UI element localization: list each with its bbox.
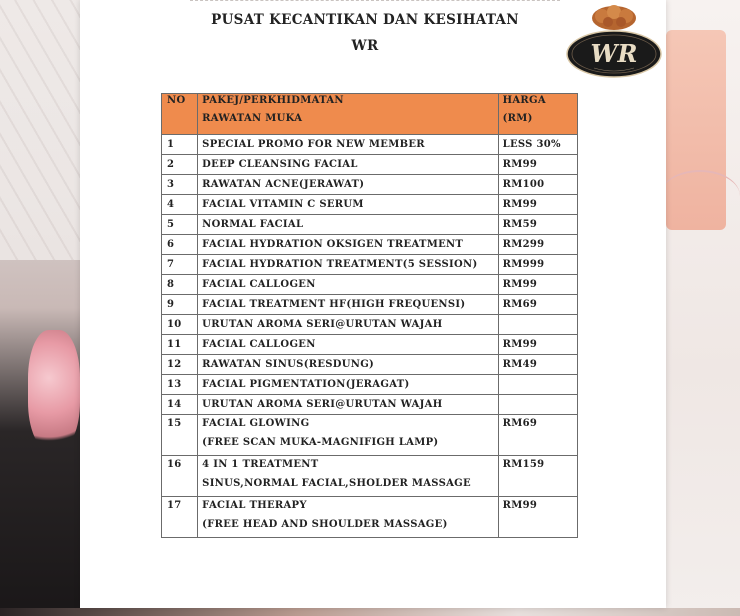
table-header-row: [162, 94, 578, 135]
header-service: PAKEJ/PERKHIDMATAN RAWATAN MUKA: [198, 94, 498, 135]
row-service: URUTAN AROMA SERI@URUTAN WAJAH: [198, 395, 498, 415]
row-price: LESS 30%: [498, 135, 577, 155]
row-price: RM49: [498, 355, 577, 375]
row-number: 2: [162, 155, 198, 175]
table-row: [162, 415, 578, 456]
table-row: [162, 195, 578, 215]
table-row: [162, 335, 578, 355]
table-row: [162, 456, 578, 497]
row-number: 10: [162, 315, 198, 335]
row-price: RM99: [498, 155, 577, 175]
document-title: PUSAT KECANTIKAN DAN KESIHATAN: [211, 12, 519, 28]
row-price: RM99: [498, 497, 577, 538]
background-wave-line: [660, 170, 740, 222]
wr-logo-icon: [564, 4, 664, 80]
row-price: RM99: [498, 195, 577, 215]
price-list-document: [80, 0, 666, 608]
header-price: HARGA (RM): [498, 94, 577, 135]
row-price: RM100: [498, 175, 577, 195]
row-number: 1: [162, 135, 198, 155]
row-price: [498, 375, 577, 395]
row-service: NORMAL FACIAL: [198, 215, 498, 235]
row-price: RM299: [498, 235, 577, 255]
row-number: 6: [162, 235, 198, 255]
background-photo-right: [660, 0, 740, 616]
cropped-top-text: [190, 0, 560, 3]
row-number: 12: [162, 355, 198, 375]
table-row: [162, 497, 578, 538]
row-service: FACIAL THERAPY (FREE HEAD AND SHOULDER MASSAGE): [198, 497, 498, 538]
logo-text: WR: [590, 39, 638, 68]
row-number: 15: [162, 415, 198, 456]
row-service: FACIAL VITAMIN C SERUM: [198, 195, 498, 215]
row-service: DEEP CLEANSING FACIAL: [198, 155, 498, 175]
table-row: [162, 255, 578, 275]
header-no: NO: [162, 94, 198, 135]
row-number: 7: [162, 255, 198, 275]
row-price: RM69: [498, 295, 577, 315]
row-service: RAWATAN SINUS(RESDUNG): [198, 355, 498, 375]
table-row: [162, 235, 578, 255]
table-row: [162, 355, 578, 375]
table-row: [162, 395, 578, 415]
table-row: [162, 295, 578, 315]
table-row: [162, 215, 578, 235]
row-service: FACIAL TREATMENT HF(HIGH FREQUENSI): [198, 295, 498, 315]
background-photo-bottom: [0, 608, 740, 616]
row-number: 16: [162, 456, 198, 497]
row-number: 14: [162, 395, 198, 415]
background-fabric: [0, 0, 80, 260]
row-number: 11: [162, 335, 198, 355]
row-number: 8: [162, 275, 198, 295]
row-price: RM99: [498, 335, 577, 355]
row-number: 13: [162, 375, 198, 395]
row-service: SPECIAL PROMO FOR NEW MEMBER: [198, 135, 498, 155]
row-service: FACIAL CALLOGEN: [198, 275, 498, 295]
table-row: [162, 375, 578, 395]
row-service: FACIAL GLOWING (FREE SCAN MUKA-MAGNIFIGH LAMP): [198, 415, 498, 456]
row-number: 3: [162, 175, 198, 195]
row-price: RM69: [498, 415, 577, 456]
row-price: [498, 395, 577, 415]
background-photo-left: [0, 0, 80, 616]
row-price: [498, 315, 577, 335]
table-row: [162, 275, 578, 295]
row-price: RM999: [498, 255, 577, 275]
table-row: [162, 315, 578, 335]
row-price: RM99: [498, 275, 577, 295]
background-flower: [28, 330, 80, 450]
row-number: 5: [162, 215, 198, 235]
table-row: [162, 155, 578, 175]
price-table: [161, 93, 578, 538]
table-row: [162, 175, 578, 195]
row-service: URUTAN AROMA SERI@URUTAN WAJAH: [198, 315, 498, 335]
row-price: RM159: [498, 456, 577, 497]
table-row: [162, 135, 578, 155]
row-number: 9: [162, 295, 198, 315]
row-service: RAWATAN ACNE(JERAWAT): [198, 175, 498, 195]
row-service: FACIAL HYDRATION TREATMENT(5 SESSION): [198, 255, 498, 275]
row-service: FACIAL CALLOGEN: [198, 335, 498, 355]
row-price: RM59: [498, 215, 577, 235]
row-number: 17: [162, 497, 198, 538]
row-service: FACIAL PIGMENTATION(JERAGAT): [198, 375, 498, 395]
row-number: 4: [162, 195, 198, 215]
logo-flower-crown: [592, 5, 636, 30]
document-subtitle: WR: [351, 38, 379, 54]
row-service: 4 IN 1 TREATMENT SINUS,NORMAL FACIAL,SHOLDER MASSAGE: [198, 456, 498, 497]
row-service: FACIAL HYDRATION OKSIGEN TREATMENT: [198, 235, 498, 255]
